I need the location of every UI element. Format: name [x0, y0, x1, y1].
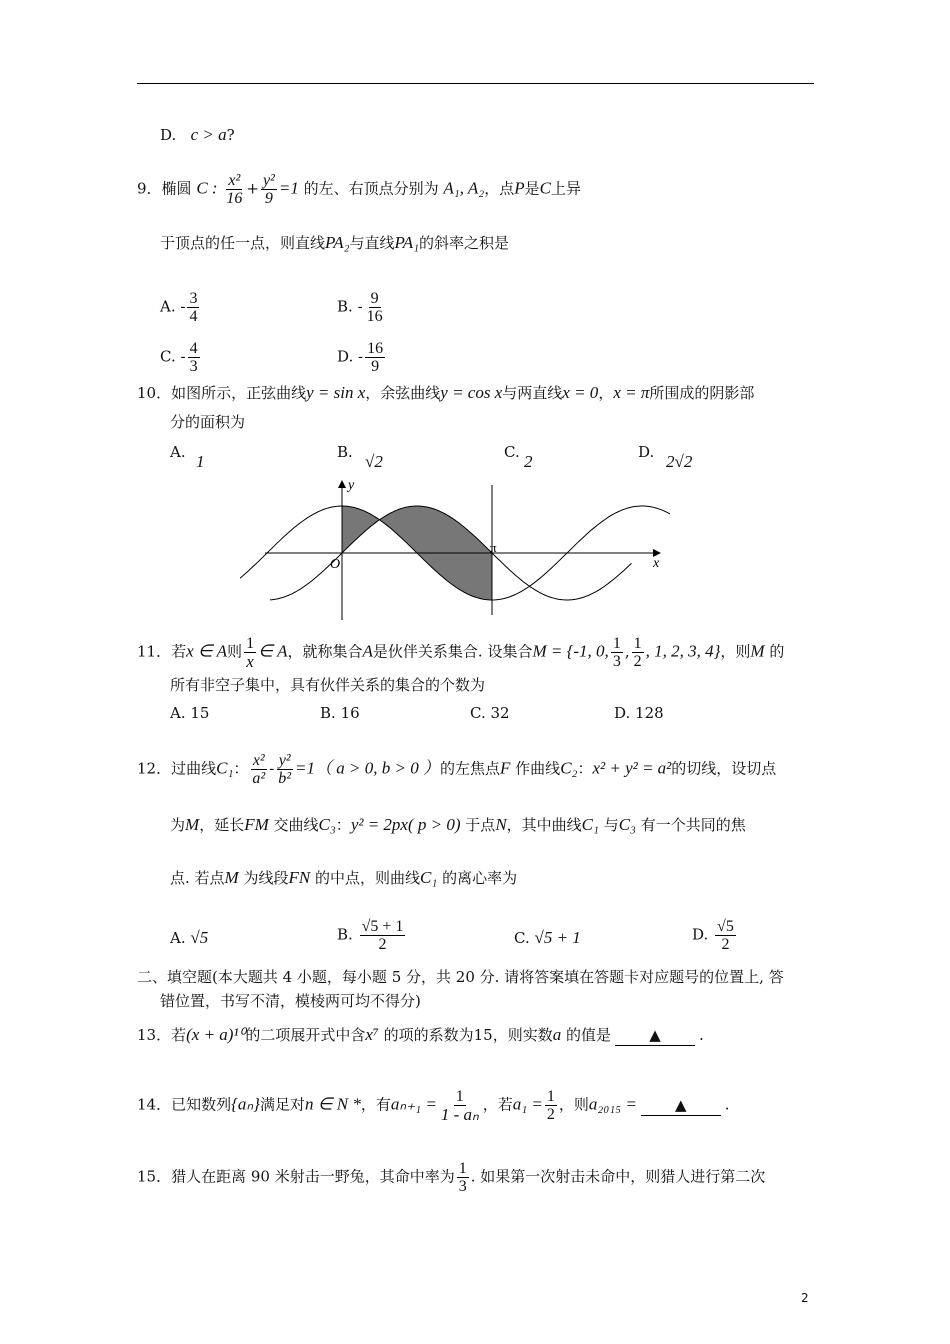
- q13-answer-blank[interactable]: ▲: [615, 1025, 695, 1046]
- y-axis-label: y: [348, 478, 355, 493]
- q12-stem-line3: 点. 若点M 为线段FN 的中点，则曲线C₁ 的离心率为: [170, 868, 518, 887]
- q10-option-b: B.: [337, 443, 353, 461]
- q11-stem-line1: 11．若x ∈ A则 $\frac{1}{x}$ ∈ A，就称集合A是伙伴关系集合. 设集合M = {-1, 0, $\frac{1}{3}$ , $\frac{1}{2}$ , 1, 2, 3, 4}，则M 的: [137, 635, 785, 671]
- q10-option-a-value: 1: [196, 452, 205, 471]
- q14-answer-blank[interactable]: ▲: [641, 1095, 721, 1116]
- origin-label: O: [330, 557, 341, 572]
- q9-option-d: D. - $\frac{16}{9}$: [337, 340, 384, 375]
- q10-figure: [240, 475, 670, 625]
- q10-stem-line2: 分的面积为: [170, 413, 246, 431]
- q12-stem-line1: 12．过曲线C₁： $\frac{\text{x²}}{\text{a²}}$ - $\frac{\text{y²}}{\text{b²}}$ =1（ a > 0, b > 0 ）的左焦点F 作曲线C₂：x² + y² = a²的切线，设切点: [137, 752, 777, 787]
- header-rule: [137, 83, 814, 84]
- q10-option-a: A.: [170, 443, 186, 461]
- q11-option-c: C. 32: [470, 704, 510, 722]
- q11-option-d: D. 128: [614, 704, 664, 722]
- q12-stem-line2: 为M，延长FM 交曲线C₃：y² = 2px( p > 0) 于点N，其中曲线C₁ 与C₃ 有一个共同的焦: [170, 815, 746, 834]
- q9-option-c: C. - $\frac{4}{3}$: [160, 340, 198, 375]
- page-number: 2: [801, 1291, 809, 1305]
- q10-option-b-value: √2: [365, 452, 383, 471]
- q10-option-c: C.: [504, 443, 520, 461]
- section2-heading-line2: 错位置，书写不清，模棱两可均不得分): [160, 992, 421, 1010]
- q13-stem: 13．若(x + a)¹⁰的二项展开式中含x⁷ 的项的系数为15，则实数a 的值是 ▲ .: [137, 1025, 704, 1044]
- pi-label: π: [490, 540, 497, 555]
- q9-stem-line2: 于顶点的任一点，则直线PA₂与直线PA₁的斜率之积是: [160, 233, 510, 252]
- q9-option-b: B. - $\frac{9}{16}$: [337, 290, 383, 325]
- q10-stem-line1: 10．如图所示，正弦曲线y = sin x，余弦曲线y = cos x与两直线x = 0，x = π所围成的阴影部: [137, 383, 755, 402]
- q12-option-d: D. $\frac{√5}{2}$: [692, 918, 734, 953]
- q12-option-b: B. $\frac{√5 + 1}{2}$: [337, 918, 404, 953]
- q9-stem-line1: 9．椭圆 C : $\frac{\text{x²}}{16}$ + $\frac{\text{y²}}{9}$ =1 的左、右顶点分别为 A₁, A₂，点P是C上异: [137, 172, 581, 207]
- q11-option-a: A. 15: [170, 704, 210, 722]
- x-axis-label: x: [653, 556, 660, 571]
- q10-option-c-value: 2: [524, 452, 533, 471]
- q15-stem: 15．猎人在距离 90 米射击一野兔，其命中率为 $\frac{1}{3}$ . 如果第一次射击未命中，则猎人进行第二次: [137, 1160, 766, 1195]
- section2-heading-line1: 二、填空题(本大题共 4 小题，每小题 5 分，共 20 分. 请将答案填在答题卡对应题号的位置上, 答: [137, 968, 784, 986]
- q9-option-a: A. - $\frac{3}{4}$: [160, 290, 198, 325]
- q8-option-d: D. c > a?: [160, 125, 235, 144]
- q12-option-c: C. √5 + 1: [514, 928, 581, 947]
- q14-stem: 14．已知数列{aₙ}满足对n ∈ N *，有aₙ₊₁ = $\frac{1}{\text{1 - aₙ}}$ ，若a₁ = $\frac{1}{2}$ ，则a₂₀₁₅ = ▲ .: [137, 1088, 730, 1124]
- q10-option-d: D.: [638, 443, 655, 461]
- q10-option-d-value: 2√2: [666, 452, 693, 471]
- q11-option-b: B. 16: [320, 704, 360, 722]
- q12-option-a: A. √5: [170, 928, 209, 947]
- q11-stem-line2: 所有非空子集中，具有伙伴关系的集合的个数为: [170, 676, 486, 694]
